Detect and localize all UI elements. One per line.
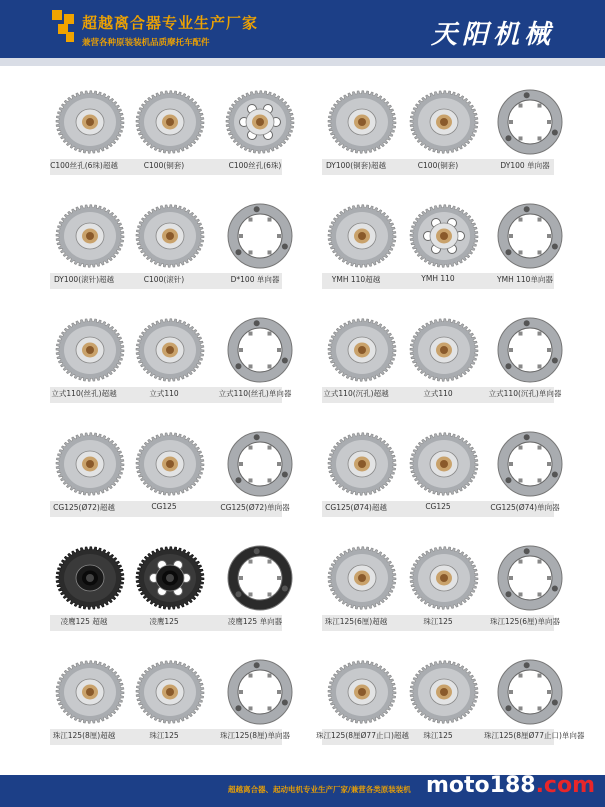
product-caption: 立式110(丝孔)单向器 [218, 389, 292, 398]
overrunning-clutch-gear-image [320, 427, 404, 501]
one-way-clutch-image [218, 655, 302, 729]
one-way-clutch-image [218, 427, 302, 501]
overrunning-clutch-gear-image [320, 541, 404, 615]
product-caption: D*100 单向器 [230, 275, 280, 284]
product-caption: 珠江125(6厘)单向器 [490, 617, 560, 626]
product-caption: CG125(Ø72)单向器 [220, 503, 290, 512]
product-caption: CG125(Ø74)超越 [325, 503, 387, 512]
product-caption: 立式110(丝孔)超越 [51, 389, 117, 398]
one-way-clutch-image [218, 313, 302, 387]
product-caption: YMH 110超越 [331, 275, 381, 284]
one-way-clutch-image [488, 655, 572, 729]
product-caption: C100(滚针) [143, 275, 185, 284]
watermark-domain: moto188 [425, 773, 536, 798]
one-way-clutch-image [218, 541, 302, 615]
product-caption: CG125(Ø72)超越 [53, 503, 115, 512]
overrunning-clutch-gear-image [402, 199, 486, 273]
one-way-clutch-image [488, 199, 572, 273]
one-way-clutch-image [488, 427, 572, 501]
overrunning-clutch-gear-image [320, 313, 404, 387]
product-row [0, 199, 605, 312]
product-caption: DY100 单向器 [500, 161, 550, 170]
product-caption: 凌鹰125 单向器 [227, 617, 283, 626]
overrunning-clutch-gear-image [402, 313, 486, 387]
product-caption: 珠江125(6厘)超越 [324, 617, 388, 626]
product-caption: 珠江125(8厘)超越 [52, 731, 116, 740]
header-stripe [0, 58, 605, 66]
company-name: 天阳机械 [430, 20, 555, 50]
product-caption: CG125(Ø74)单向器 [490, 503, 560, 512]
overrunning-clutch-gear-image [128, 313, 212, 387]
product-caption: 凌鹰125 [149, 617, 179, 626]
product-caption: 珠江125 [423, 731, 453, 740]
product-caption: C100(铜套) [417, 161, 459, 170]
watermark-tld: .com [535, 773, 595, 798]
overrunning-clutch-gear-image [128, 85, 212, 159]
product-row [0, 655, 605, 768]
overrunning-clutch-gear-image [48, 85, 132, 159]
product-caption: YMH 110单向器 [497, 275, 553, 284]
overrunning-clutch-gear-image [402, 427, 486, 501]
brand-logo-icon [52, 10, 78, 44]
product-caption: DY100(滚针)超越 [53, 275, 115, 284]
product-caption: 立式110 [423, 389, 453, 398]
overrunning-clutch-gear-image [48, 199, 132, 273]
one-way-clutch-image [488, 85, 572, 159]
overrunning-clutch-gear-image [48, 313, 132, 387]
overrunning-clutch-gear-image [402, 655, 486, 729]
overrunning-clutch-gear-image [320, 199, 404, 273]
overrunning-clutch-gear-image [48, 655, 132, 729]
overrunning-clutch-gear-image [218, 85, 302, 159]
one-way-clutch-image [488, 541, 572, 615]
one-way-clutch-image [488, 313, 572, 387]
product-caption: YMH 110 [421, 274, 455, 283]
brand-subtitle: 兼营各种原装装机品质摩托车配件 [82, 38, 210, 48]
product-row [0, 313, 605, 426]
one-way-clutch-image [218, 199, 302, 273]
product-caption: C100丝孔(6珠) [228, 161, 282, 170]
product-caption: CG125 [425, 502, 451, 511]
overrunning-clutch-gear-image [128, 427, 212, 501]
overrunning-clutch-gear-image [320, 85, 404, 159]
product-row [0, 85, 605, 198]
overrunning-clutch-gear-image [320, 655, 404, 729]
product-row [0, 541, 605, 654]
product-caption: 珠江125(8厘Ø77止口)超越 [316, 731, 409, 740]
overrunning-clutch-gear-image [402, 85, 486, 159]
product-caption: DY100(铜套)超越 [325, 161, 387, 170]
product-caption: 珠江125 [149, 731, 179, 740]
overrunning-clutch-gear-image [402, 541, 486, 615]
product-caption: CG125 [151, 502, 177, 511]
overrunning-clutch-gear-image [128, 655, 212, 729]
footer-text: 超越离合器、起动电机专业生产厂家/兼营各类原装装机 [228, 785, 411, 794]
overrunning-clutch-gear-image [48, 427, 132, 501]
product-caption: 珠江125(8厘Ø77止口)单向器 [484, 731, 585, 740]
product-caption: 立式110(沉孔)单向器 [488, 389, 562, 398]
brand-title: 超越离合器专业生产厂家 [82, 14, 259, 32]
site-watermark [426, 773, 595, 798]
product-caption: 立式110 [149, 389, 179, 398]
product-caption: 珠江125(8厘)单向器 [220, 731, 290, 740]
product-row [0, 427, 605, 540]
product-caption: 珠江125 [423, 617, 453, 626]
overrunning-clutch-gear-image [128, 199, 212, 273]
overrunning-clutch-gear-image [48, 541, 132, 615]
overrunning-clutch-gear-image [128, 541, 212, 615]
product-caption: C100丝孔(6珠)超越 [50, 161, 118, 170]
product-caption: 凌鹰125 超越 [60, 617, 108, 626]
product-caption: 立式110(沉孔)超越 [323, 389, 389, 398]
product-caption: C100(铜套) [143, 161, 185, 170]
